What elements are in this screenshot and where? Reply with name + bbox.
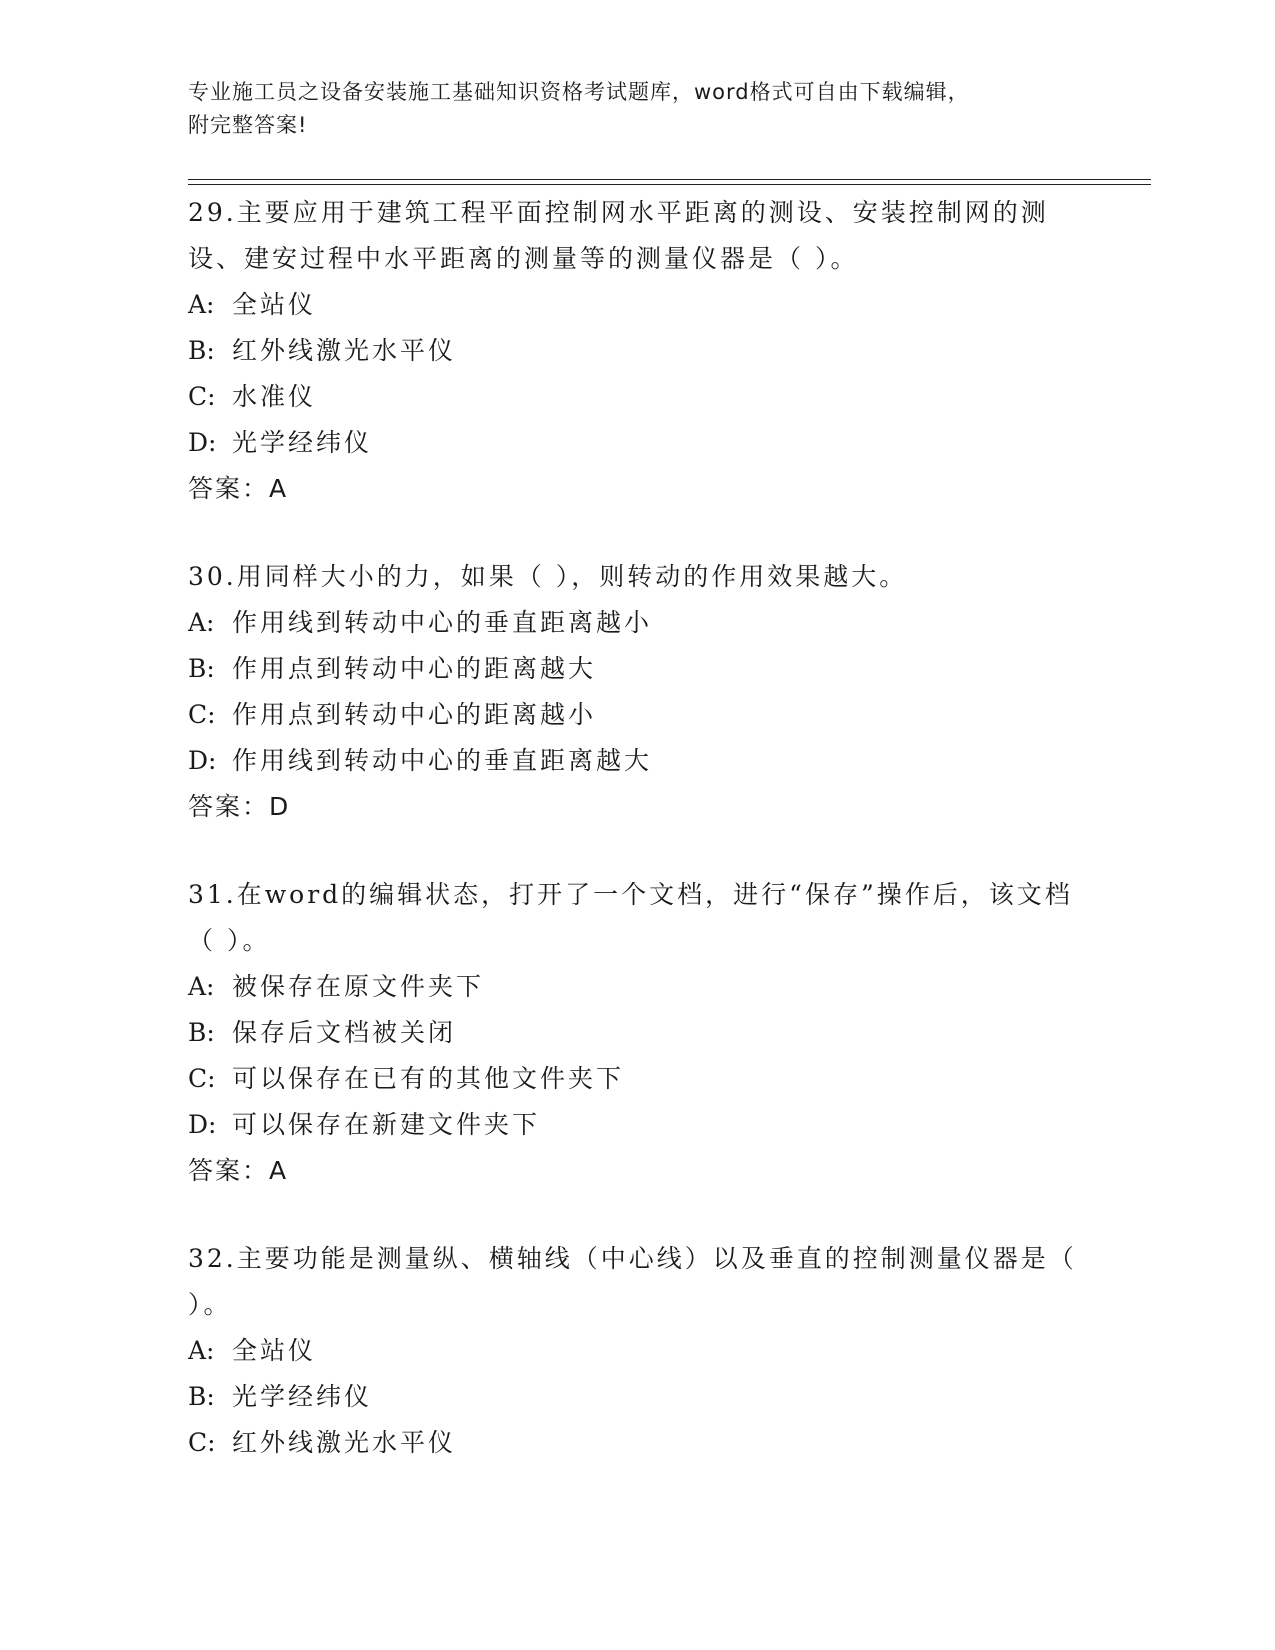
option-a <box>188 600 1088 646</box>
answer-line: 答案：D <box>188 792 291 821</box>
question-31 <box>188 872 1088 1194</box>
option-key: D: <box>188 1110 217 1139</box>
header-line-2: 附完整答案! <box>188 113 308 137</box>
option-b <box>188 1010 1088 1056</box>
option-d <box>188 420 1088 466</box>
option-key: A: <box>188 290 215 319</box>
option-a <box>188 964 1088 1010</box>
option-text: 水准仪 <box>232 382 317 411</box>
option-c <box>188 1056 1088 1102</box>
option-b <box>188 646 1088 692</box>
question-stem: 29.主要应用于建筑工程平面控制网水平距离的测设、安装控制网的测设、建安过程中水平距离的测量等的测量仪器是（ ）。 <box>188 198 1049 273</box>
option-key: A: <box>188 608 215 637</box>
question-stem: 31.在word的编辑状态，打开了一个文档，进行“保存”操作后，该文档（ ）。 <box>188 880 1073 955</box>
question-30 <box>188 554 1088 830</box>
option-key: C: <box>188 700 216 729</box>
option-key: C: <box>188 382 216 411</box>
option-d <box>188 738 1088 784</box>
option-b <box>188 1374 1088 1420</box>
question-32 <box>188 1236 1088 1466</box>
option-a <box>188 1328 1088 1374</box>
question-list <box>188 190 1088 1466</box>
header-line-1: 专业施工员之设备安装施工基础知识资格考试题库，word格式可自由下载编辑， <box>188 80 970 104</box>
option-text: 作用点到转动中心的距离越小 <box>232 700 597 729</box>
option-key: B: <box>188 654 215 683</box>
option-text: 保存后文档被关闭 <box>232 1018 457 1047</box>
option-text: 可以保存在已有的其他文件夹下 <box>232 1064 625 1093</box>
question-29 <box>188 190 1088 512</box>
option-text: 光学经纬仪 <box>232 1382 373 1411</box>
option-key: B: <box>188 1382 215 1411</box>
document-header <box>188 76 1088 142</box>
option-key: A: <box>188 972 215 1001</box>
option-text: 全站仪 <box>232 1336 317 1365</box>
option-a <box>188 282 1088 328</box>
option-text: 作用线到转动中心的垂直距离越大 <box>232 746 653 775</box>
option-key: A: <box>188 1336 215 1365</box>
option-c <box>188 692 1088 738</box>
option-text: 全站仪 <box>232 290 317 319</box>
option-key: B: <box>188 1018 215 1047</box>
option-text: 可以保存在新建文件夹下 <box>232 1110 541 1139</box>
option-key: C: <box>188 1428 216 1457</box>
option-key: B: <box>188 336 215 365</box>
option-text: 作用线到转动中心的垂直距离越小 <box>232 608 653 637</box>
option-key: D: <box>188 746 217 775</box>
header-divider-bottom <box>188 184 1151 185</box>
option-c <box>188 374 1088 420</box>
answer-line: 答案：A <box>188 474 289 503</box>
option-text: 光学经纬仪 <box>232 428 373 457</box>
option-key: C: <box>188 1064 216 1093</box>
option-text: 作用点到转动中心的距离越大 <box>232 654 597 683</box>
header-divider-top <box>188 179 1151 180</box>
option-d <box>188 1102 1088 1148</box>
option-c <box>188 1420 1088 1466</box>
answer-line: 答案：A <box>188 1156 289 1185</box>
option-b <box>188 328 1088 374</box>
option-text: 红外线激光水平仪 <box>232 1428 457 1457</box>
option-key: D: <box>188 428 217 457</box>
option-text: 红外线激光水平仪 <box>232 336 457 365</box>
option-text: 被保存在原文件夹下 <box>232 972 485 1001</box>
question-stem: 30.用同样大小的力，如果（ ），则转动的作用效果越大。 <box>188 562 908 591</box>
question-stem: 32.主要功能是测量纵、横轴线（中心线）以及垂直的控制测量仪器是（ ）。 <box>188 1244 1077 1319</box>
